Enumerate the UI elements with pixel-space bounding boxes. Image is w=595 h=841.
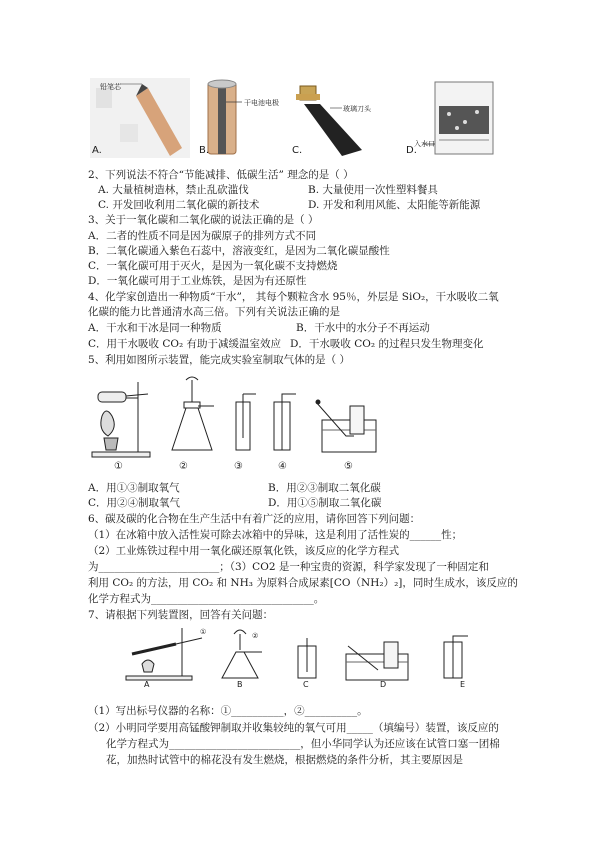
top-image-c-caption: 玻璃刀头 (343, 105, 371, 113)
q7-label-b: B (237, 680, 243, 689)
q5-label-1: ① (114, 461, 123, 472)
q7-label-d: D (380, 680, 387, 689)
q4-option-b: B．干水中的水分子不再运动 (296, 322, 430, 334)
q3-stem: 3、关于一氧化碳和二氧化碳的说法正确的是（ ） (88, 214, 319, 226)
top-image-b (198, 78, 293, 158)
top-image-a-letter: A. (92, 145, 102, 156)
q4-stem-line2: 化碳的能力比普通清水高三倍。下列有关说法正确的是 (88, 306, 340, 318)
q5-label-4: ④ (278, 461, 287, 472)
q7-label-c: C (303, 680, 309, 689)
q4-option-d: D．干水吸收 CO₂ 的过程只发生物理变化 (290, 338, 484, 350)
q5-option-a: A．用①③制取氧气 (88, 482, 180, 494)
q4-stem-line1: 4、化学家创造出一种物质“干水”， 其每个颗粒含水 95％，外层是 SiO₂，干水吸收二氧 (88, 291, 499, 303)
q2-stem: 2、下列说法不符合“节能减排、低碳生活” 理念的是（ ） (88, 169, 354, 181)
q7-label-a: A (144, 680, 150, 689)
q4-option-c: C．用干水吸收 CO₂ 有助于减缓温室效应 (88, 338, 282, 350)
top-image-c (290, 78, 400, 158)
q6-stem: 6、碳及碳的化合物在生产生活中有着广泛的应用，请你回答下列问题： (88, 513, 421, 525)
q5-label-3: ③ (234, 461, 243, 472)
svg-text:②: ② (252, 632, 259, 640)
q5-label-2: ② (179, 461, 188, 472)
q5-option-b: B．用②③制取二氧化碳 (268, 482, 381, 494)
top-image-d-caption: 入水口 (414, 140, 435, 148)
q5-label-5: ⑤ (344, 461, 353, 472)
q5-stem: 5、利用如图所示装置，能完成实验室制取气体的是（ ） (88, 354, 351, 366)
q6-part3: 为_______________________；（3）CO2 是一种宝贵的资源，科学家发现了一种固定和 (88, 561, 489, 573)
q3-option-a: A．二者的性质不同是因为碳原子的排列方式不同 (88, 230, 317, 242)
q2-option-b: B. 大量使用一次性塑料餐具 (308, 184, 438, 196)
q7-part2: （2）小明同学要用高锰酸钾制取并收集较纯的氧气可用_____（填编号）装置，该反应的 (88, 722, 499, 734)
q7-part3: 化学方程式为_________________________，但小华同学认为还应该在试管口塞一团棉 (106, 738, 500, 750)
q6-part2: （2）工业炼铁过程中用一氧化碳还原氧化铁，该反应的化学方程式 (88, 545, 400, 557)
q6-part5: 化学方程式为_______________________________。 (88, 593, 325, 605)
svg-text:①: ① (200, 628, 207, 636)
q3-option-b: B．二氧化碳通入紫色石蕊中，溶液变红，是因为二氧化碳显酸性 (88, 245, 390, 257)
q6-part4: 利用 CO₂ 的方法，用 CO₂ 和 NH₃ 为原料合成尿素[CO（NH₂）₂]，同时生成水，该反应的 (88, 577, 518, 589)
q7-part4: 花，加热时试管中的棉花没有发生燃烧，根据燃烧的条件分析，其主要原因是 (106, 754, 463, 766)
top-image-d-letter: D. (406, 145, 417, 156)
top-image-b-caption: 干电池电极 (244, 99, 279, 107)
q4-option-a: A．干水和干冰是同一种物质 (88, 322, 222, 334)
q5-apparatus-figure (88, 376, 388, 470)
q5-option-d: D．用①⑤制取二氧化碳 (268, 497, 382, 509)
q3-option-c: C．一氧化碳可用于灭火，是因为一氧化碳不支持燃烧 (88, 260, 338, 272)
top-image-c-letter: C. (292, 145, 303, 156)
q7-part1: （1）写出标号仪器的名称：①__________，②__________。 (88, 705, 368, 717)
q7-label-e: E (460, 680, 466, 689)
q6-part1: （1）在冰箱中放入活性炭可除去冰箱中的异味，这是利用了活性炭的______性； (88, 529, 463, 541)
q5-option-c: C．用②④制取氧气 (88, 497, 181, 509)
q2-option-d: D. 开发和利用风能、太阳能等新能源 (308, 199, 481, 211)
top-image-b-letter: B. (199, 145, 210, 156)
top-image-a-caption: 铅笔芯 (100, 83, 121, 91)
q2-option-a: A. 大量植树造林，禁止乱砍滥伐 (98, 184, 249, 196)
q3-option-d: D．一氧化碳可用于工业炼铁，是因为有还原性 (88, 275, 307, 287)
q2-option-c: C. 开发回收利用二氧化碳的新技术 (98, 199, 260, 211)
q7-stem: 7、请根据下列装置图，回答有关问题： (88, 609, 274, 621)
